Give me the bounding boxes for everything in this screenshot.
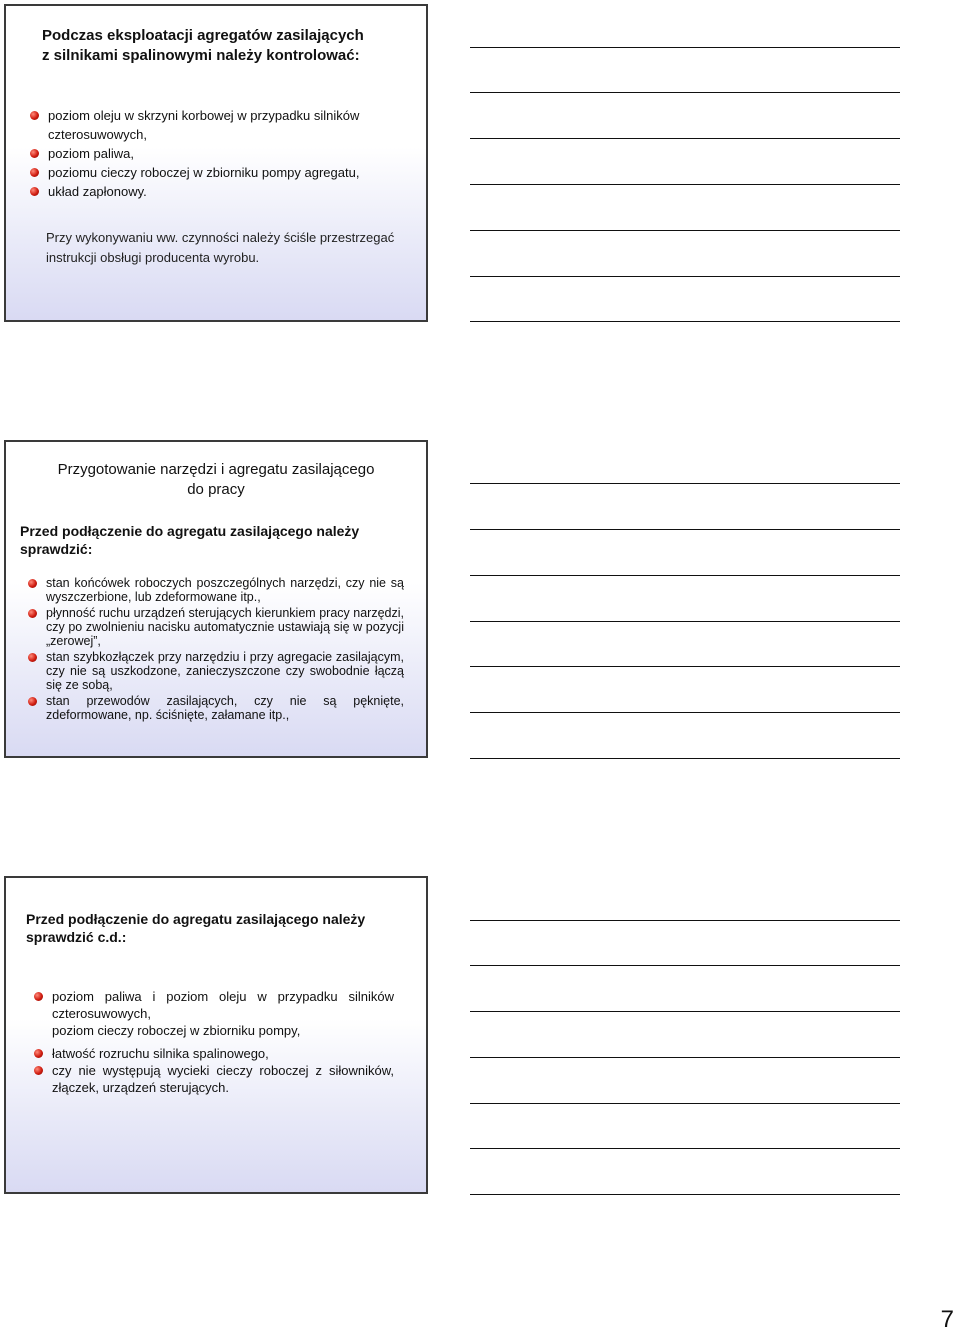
note-line (470, 184, 900, 185)
list-item-text: poziomu cieczy roboczej w zbiorniku pompy agregatu, (48, 165, 360, 180)
list-item (28, 576, 404, 604)
note-line (470, 138, 900, 139)
list-item (28, 650, 404, 692)
slide-2-title-line-2: do pracy (187, 481, 245, 498)
note-line (470, 712, 900, 713)
bullet-icon (34, 1049, 43, 1058)
note-line (470, 758, 900, 759)
slide-2-bullet-list (28, 576, 404, 724)
note-line (470, 1103, 900, 1104)
bullet-icon (30, 111, 39, 120)
slide-1-title (42, 26, 422, 66)
slide-3-subtitle-line-1: Przed podłączenie do agregatu zasilającego należy (26, 911, 366, 927)
bullet-icon (28, 653, 37, 662)
list-item (34, 1062, 394, 1096)
bullet-icon (34, 1066, 43, 1075)
note-line (470, 575, 900, 576)
bullet-icon (30, 149, 39, 158)
bullet-icon (30, 168, 39, 177)
note-line (470, 920, 900, 921)
note-line (470, 529, 900, 530)
slide-1-bullet-list (30, 106, 410, 201)
note-line (470, 1194, 900, 1195)
list-item (28, 606, 404, 648)
note-line (470, 1011, 900, 1012)
list-item (28, 694, 404, 722)
note-line (470, 47, 900, 48)
note-line (470, 1148, 900, 1149)
list-item-text: płynność ruchu urządzeń sterujących kierunkiem pracy narzędzi, czy po zwolnieniu nacisku automatycznie ustawiają się w pozycji „zerowej”, (46, 606, 404, 648)
slide-1-title-line-2: z silnikami spalinowymi należy kontrolować: (42, 47, 360, 64)
list-item-text: układ zapłonowy. (48, 184, 147, 199)
bullet-icon (30, 187, 39, 196)
list-item-text: stan szybkozłączek przy narzędziu i przy agregacie zasilającym, czy nie są uszkodzone, zanieczyszczone czy swobodnie łączą się ze sobą, (46, 650, 404, 692)
slide-3-subtitle (26, 910, 406, 946)
note-line (470, 483, 900, 484)
page-number: 7 (940, 1306, 954, 1333)
slide-2-subtitle-line-1: Przed podłączenie do agregatu zasilającego należy (20, 523, 360, 539)
list-item (34, 1045, 394, 1062)
note-line (470, 1057, 900, 1058)
slide-2-subtitle-line-2: sprawdzić: (20, 541, 93, 557)
list-item-text: poziom oleju w skrzyni korbowej w przypadku silników czterosuwowych, (48, 108, 360, 142)
bullet-icon (28, 697, 37, 706)
note-line (470, 965, 900, 966)
list-item (34, 1022, 394, 1039)
list-item-text: poziom paliwa, (48, 146, 134, 161)
list-item (30, 182, 410, 201)
slide-2-title (6, 460, 426, 500)
list-item (34, 988, 394, 1022)
list-item (30, 144, 410, 163)
bullet-icon (34, 992, 43, 1001)
note-line (470, 321, 900, 322)
note-line (470, 92, 900, 93)
slide-1-note: Przy wykonywaniu ww. czynności należy ściśle przestrzegać instrukcji obsługi producenta wyrobu. (46, 230, 395, 265)
note-line (470, 666, 900, 667)
slide-3-subtitle-line-2: sprawdzić c.d.: (26, 929, 127, 945)
list-item-text: stan końcówek roboczych poszczególnych narzędzi, czy nie są wyszczerbione, lub zdeformowane itp., (46, 576, 404, 604)
slide-2-subtitle (20, 522, 410, 558)
list-item-text: poziom paliwa i poziom oleju w przypadku silników czterosuwowych, (52, 989, 394, 1021)
slide-1 (4, 4, 428, 322)
note-line (470, 621, 900, 622)
slide-2 (4, 440, 428, 758)
slide-2-title-line-1: Przygotowanie narzędzi i agregatu zasilającego (57, 461, 375, 478)
slide-3 (4, 876, 428, 1194)
note-line (470, 230, 900, 231)
list-item-text: poziom cieczy roboczej w zbiorniku pompy, (52, 1023, 301, 1038)
list-item (30, 163, 410, 182)
list-item-text: stan przewodów zasilających, czy nie są pęknięte, zdeformowane, np. ściśnięte, załamane itp., (46, 694, 404, 722)
bullet-icon (28, 609, 37, 618)
list-item-text: czy nie występują wycieki cieczy roboczej z siłowników, złączek, urządzeń sterujących. (52, 1063, 394, 1095)
slide-1-title-line-1: Podczas eksploatacji agregatów zasilających (42, 27, 364, 44)
slide-3-bullet-list (34, 988, 394, 1096)
note-line (470, 276, 900, 277)
list-item (30, 106, 410, 144)
bullet-icon (28, 579, 37, 588)
list-item-text: łatwość rozruchu silnika spalinowego, (52, 1046, 269, 1061)
